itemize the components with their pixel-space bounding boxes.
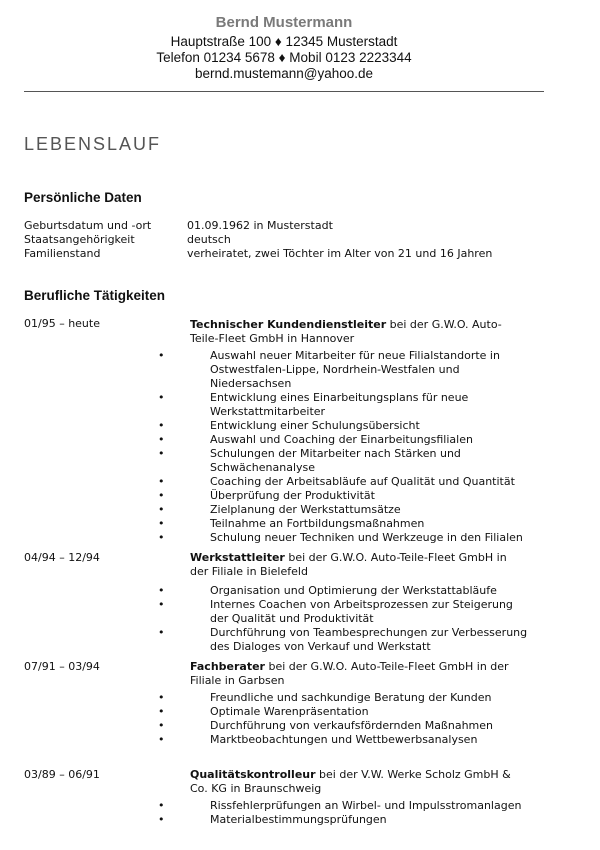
phone-line: Telefon 01234 5678 ♦ Mobil 0123 2223344 — [156, 50, 412, 65]
bullet-icon: • — [158, 349, 165, 362]
bullet-icon: • — [158, 419, 165, 432]
section-heading-career: Berufliche Tätigkeiten — [24, 288, 166, 303]
task-item-cont: Werkstattmitarbeiter — [210, 405, 326, 418]
task-item: Auswahl neuer Mitarbeiter für neue Filialstandorte in — [210, 349, 500, 362]
task-item: Organisation und Optimierung der Werkstattabläufe — [210, 584, 497, 597]
task-item: Optimale Warenpräsentation — [210, 705, 369, 718]
applicant-name: Bernd Mustermann — [215, 14, 353, 31]
task-item: Rissfehlerprüfungen an Wirbel- und Impulsstromanlagen — [210, 799, 522, 812]
task-item-cont: Niedersachsen — [210, 377, 292, 390]
job-period: 01/95 – heute — [24, 317, 100, 330]
personal-value: deutsch — [187, 233, 231, 246]
task-item: Freundliche und sachkundige Beratung der Kunden — [210, 691, 492, 704]
job-company: Teile-Fleet GmbH in Hannover — [190, 332, 355, 345]
personal-label: Staatsangehörigkeit — [24, 233, 135, 246]
task-item: Überprüfung der Produktivität — [210, 489, 375, 502]
bullet-icon: • — [158, 598, 165, 611]
personal-label: Geburtsdatum und -ort — [24, 219, 152, 232]
personal-value: verheiratet, zwei Töchter im Alter von 21 und 16 Jahren — [187, 247, 493, 260]
job-period: 04/94 – 12/94 — [24, 551, 100, 564]
document-title: LEBENSLAUF — [24, 134, 162, 154]
address-line: Hauptstraße 100 ♦ 12345 Musterstadt — [170, 34, 398, 49]
bullet-icon: • — [158, 517, 165, 530]
task-item-cont: der Qualität und Produktivität — [210, 612, 374, 625]
task-item: Entwicklung eines Einarbeitungsplans für neue — [210, 391, 469, 404]
bullet-icon: • — [158, 503, 165, 516]
task-item: Entwicklung einer Schulungsübersicht — [210, 419, 420, 432]
job-period: 03/89 – 06/91 — [24, 768, 100, 781]
job-company: bei der G.W.O. Auto- — [386, 318, 502, 331]
job-company: Filiale in Garbsen — [190, 674, 285, 687]
task-item-cont: des Dialoges von Verkauf und Werkstatt — [210, 640, 431, 653]
bullet-icon: • — [158, 626, 165, 639]
task-item: Zielplanung der Werkstattumsätze — [210, 503, 401, 516]
section-heading-personal: Persönliche Daten — [24, 190, 142, 205]
task-item: Teilnahme an Fortbildungsmaßnahmen — [210, 517, 425, 530]
job-title-line — [190, 660, 509, 674]
personal-label: Familienstand — [24, 247, 101, 260]
bullet-icon: • — [158, 433, 165, 446]
job-title-line — [190, 318, 502, 332]
task-item: Auswahl und Coaching der Einarbeitungsfilialen — [210, 433, 473, 446]
bullet-icon: • — [158, 733, 165, 746]
task-item: Schulung neuer Techniken und Werkzeuge in den Filialen — [210, 531, 523, 544]
job-title-line — [190, 551, 507, 565]
bullet-icon: • — [158, 475, 165, 488]
header-divider — [24, 91, 544, 92]
task-item: Durchführung von verkaufsfördernden Maßnahmen — [210, 719, 494, 732]
bullet-icon: • — [158, 584, 165, 597]
job-company: Co. KG in Braunschweig — [190, 782, 322, 795]
job-role: Qualitätskontrolleur — [190, 768, 316, 781]
task-item: Marktbeobachtungen und Wettbewerbsanalysen — [210, 733, 478, 746]
task-item: Coaching der Arbeitsabläufe auf Qualität und Quantität — [210, 475, 515, 488]
bullet-icon: • — [158, 391, 165, 404]
bullet-icon: • — [158, 799, 165, 812]
bullet-icon: • — [158, 719, 165, 732]
job-company: bei der G.W.O. Auto-Teile-Fleet GmbH in — [284, 551, 507, 564]
bullet-icon: • — [158, 447, 165, 460]
job-company: der Filiale in Bielefeld — [190, 565, 308, 578]
personal-value: 01.09.1962 in Musterstadt — [187, 219, 333, 232]
bullet-icon: • — [158, 691, 165, 704]
job-company: bei der V.W. Werke Scholz GmbH & — [315, 768, 511, 781]
task-item: Schulungen der Mitarbeiter nach Stärken und — [210, 447, 461, 460]
bullet-icon: • — [158, 531, 165, 544]
job-role: Fachberater — [190, 660, 265, 673]
task-item-cont: Ostwestfalen-Lippe, Nordrhein-Westfalen und — [210, 363, 460, 376]
bullet-icon: • — [158, 705, 165, 718]
bullet-icon: • — [158, 489, 165, 502]
email-line: bernd.mustemann@yahoo.de — [194, 66, 374, 81]
bullet-icon: • — [158, 813, 165, 826]
job-role: Werkstattleiter — [190, 551, 285, 564]
job-role: Technischer Kundendienstleiter — [190, 318, 387, 331]
task-item-cont: Schwächenanalyse — [210, 461, 316, 474]
job-title-line — [190, 768, 511, 782]
task-item: Materialbestimmungsprüfungen — [210, 813, 387, 826]
task-item: Durchführung von Teambesprechungen zur Verbesserung — [210, 626, 528, 639]
job-period: 07/91 – 03/94 — [24, 660, 100, 673]
job-company: bei der G.W.O. Auto-Teile-Fleet GmbH in der — [264, 660, 509, 673]
task-item: Internes Coachen von Arbeitsprozessen zur Steigerung — [210, 598, 513, 611]
